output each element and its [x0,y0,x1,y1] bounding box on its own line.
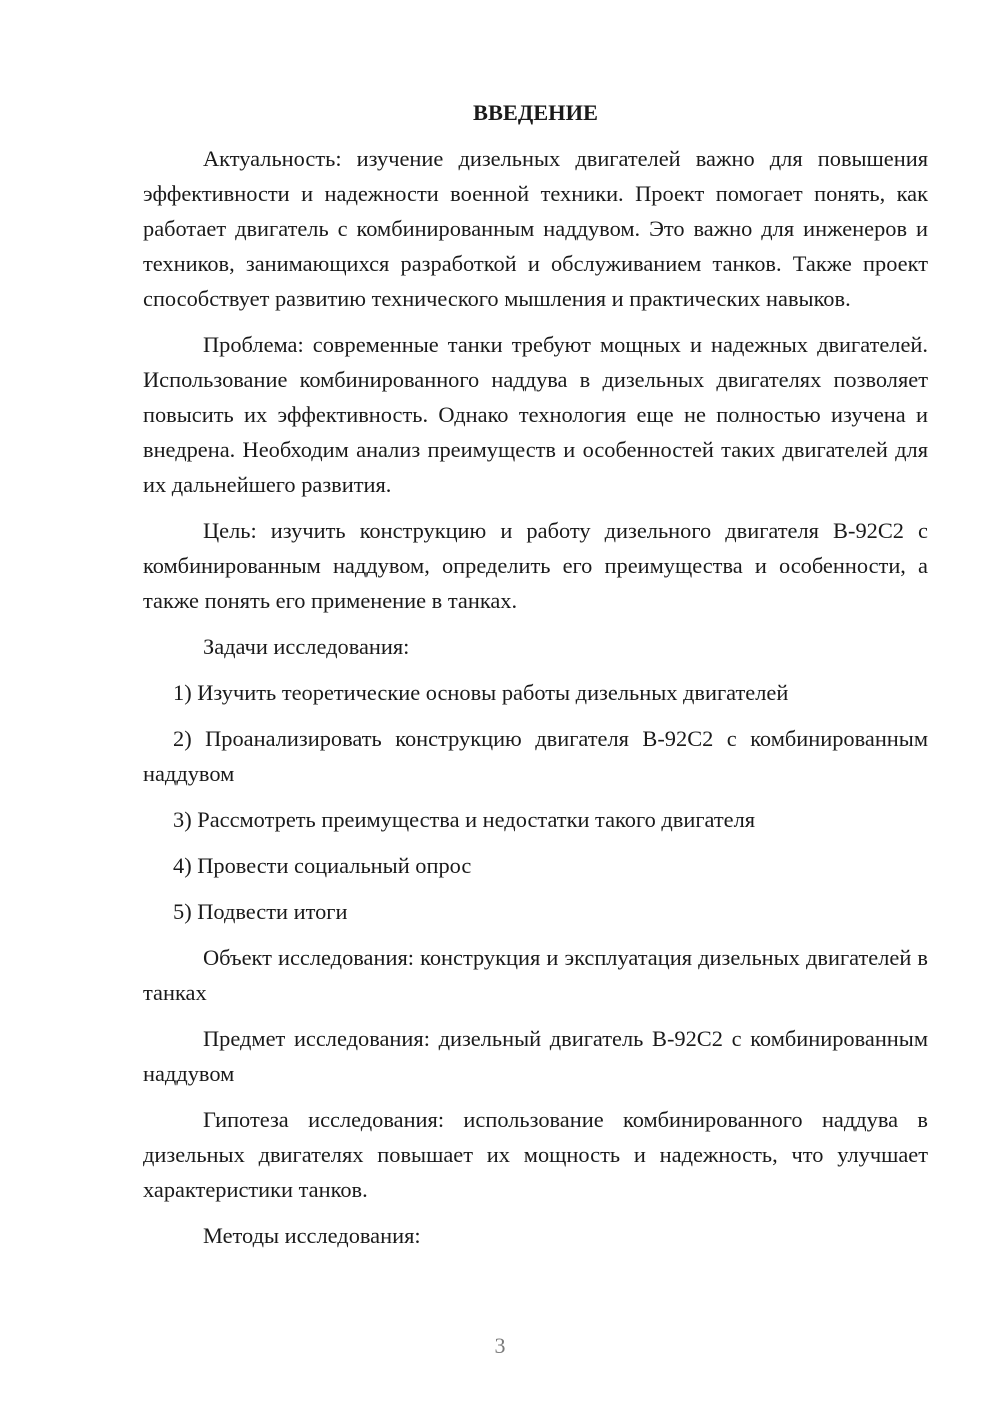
hypothesis-paragraph: Гипотеза исследования: использование комбинированного наддува в дизельных двигателях повышает их мощность и надежность, что улучшает характеристики танков. [143,1107,928,1202]
tasks-heading: Задачи исследования: [203,634,410,659]
relevance-paragraph: Актуальность: изучение дизельных двигателей важно для повышения эффективности и надежности военной техники. Проект помогает понять, как работает двигатель с комбинированным наддувом. Это важно для инженеров и техников, занимающихся разработкой и обслуживанием танков. Также проект способствует развитию технического мышления и практических навыков. [143,146,928,311]
task-item-5: 5) Подвести итоги [173,899,348,924]
task-item-2: 2) Проанализировать конструкцию двигателя В-92С2 с комбинированным наддувом [143,726,928,786]
page-title: ВВЕДЕНИЕ [473,100,598,125]
page-number: 3 [494,1333,506,1358]
goal-paragraph: Цель: изучить конструкцию и работу дизельного двигателя В-92С2 с комбинированным наддувом, определить его преимущества и особенности, а также понять его применение в танках. [143,518,928,613]
task-item-4: 4) Провести социальный опрос [173,853,472,878]
problem-paragraph: Проблема: современные танки требуют мощных и надежных двигателей. Использование комбинированного наддува в дизельных двигателях позволяет повысить их эффективность. Однако технология еще не полностью изучена и внедрена. Необходим анализ преимуществ и особенностей таких двигателей для их дальнейшего развития. [143,332,928,497]
document-page [143,95,928,1264]
task-item-1: 1) Изучить теоретические основы работы дизельных двигателей [173,680,789,705]
methods-heading: Методы исследования: [203,1223,421,1248]
object-paragraph: Объект исследования: конструкция и эксплуатация дизельных двигателей в танках [143,945,928,1005]
task-item-3: 3) Рассмотреть преимущества и недостатки такого двигателя [173,807,756,832]
subject-paragraph: Предмет исследования: дизельный двигатель В-92С2 с комбинированным наддувом [143,1026,928,1086]
